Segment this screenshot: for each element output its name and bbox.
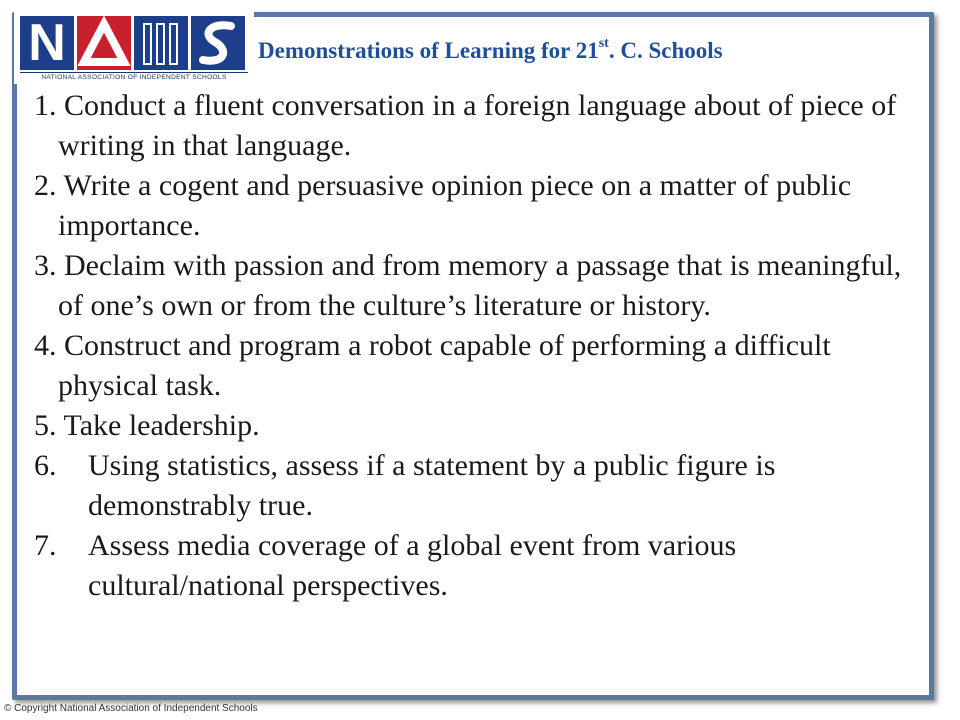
item-text: Conduct a fluent conversation in a foreign language about of piece of writing in that language. [58,89,897,162]
item-number: 3. [34,249,57,282]
list-item [34,526,914,606]
logo-tile-s [191,16,245,70]
copyright-footer: © Copyright National Association of Independent Schools [4,703,258,714]
logo-tile-a [77,16,131,70]
s-swirl-icon [191,16,245,70]
item-number: 6. [34,449,57,482]
title-main: Demonstrations of Learning for 21 [258,38,599,63]
logo-caption: NATIONAL ASSOCIATION OF INDEPENDENT SCHOOLS [20,72,248,81]
item-text: Construct and program a robot capable of performing a difficult physical task. [58,329,831,402]
list-item [34,166,914,246]
slide-title [258,38,723,64]
title-superscript: st [598,36,609,52]
bars-icon [134,16,188,70]
item-text: Using statistics, assess if a statement by a public figure is demonstrably true. [88,449,776,522]
item-text: Declaim with passion and from memory a passage that is meaningful, of one’s own or from the culture’s literature or history. [58,249,902,322]
title-tail: . C. Schools [608,38,723,63]
list-item [34,446,914,526]
logo-tile-iii [134,16,188,70]
item-text: Take leadership. [63,409,260,442]
logo-tile-n: N [20,16,74,70]
learning-list [34,86,914,606]
nais-logo [14,10,254,84]
item-text: Write a cogent and persuasive opinion piece on a matter of public importance. [58,169,852,242]
list-item [34,326,914,406]
triangle-icon [77,16,131,70]
item-number: 1. [34,89,57,122]
list-item [34,86,914,166]
item-text: Assess media coverage of a global event from various cultural/national perspectives. [88,529,737,602]
item-number: 7. [34,529,57,562]
item-number: 5. [34,409,57,442]
list-item [34,406,914,446]
item-number: 2. [34,169,57,202]
item-number: 4. [34,329,57,362]
list-item [34,246,914,326]
